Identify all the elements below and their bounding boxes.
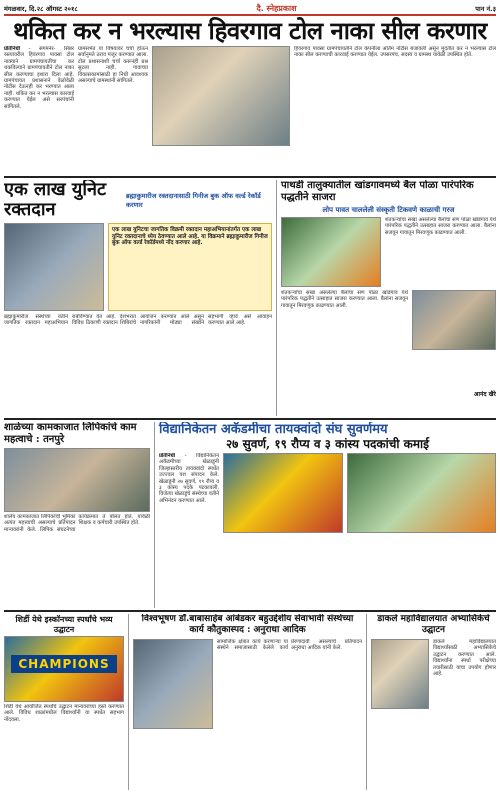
pathardi-text-cont: शेतकऱ्यांचा सखा असलेल्या बैलांचा सण पोळा खांडगाव येथे पारंपरिक पद्धतीने उत्साहात साजरा करण्यात आला. बैलांना सजवून गावातून मिरवणूक काढण्यात आली. <box>281 290 408 309</box>
unit-headline: एक लाख युनिट रक्तदान <box>4 180 107 220</box>
masthead <box>4 2 496 16</box>
shirdi-story <box>4 614 124 790</box>
issue-date: मंगळवार, दि.२८ ऑगस्ट २०१८ <box>4 4 78 13</box>
unit-photo <box>4 223 104 311</box>
school-text: शालेय कामकाजात लिपिकांची भूमिका अत्यंत महत्त्वाची असल्याचे प्रतिपादन मान्यवरांनी केले. लिपिक संघटनेच्या कार्यक्रमात ते बोलत होते. यावेळी शिक्षक व कर्मचारी उपस्थित होते. <box>4 514 150 533</box>
unit-kicker: ब्रह्माकुमारीज रक्तदानासाठी गिनीज बुक ऑफ वर्ल्ड रेकॉर्ड करणार <box>126 192 261 209</box>
pathardi-text: शेतकऱ्यांचा सखा असलेल्या बैलांचा सण पोळा खांडगाव येथे पारंपरिक पद्धतीने उत्साहात साजरा करण्यात आला. बैलांना सजवून गावातून मिरवणूक काढण्यात आली. <box>385 217 496 236</box>
dakale-photo <box>371 639 429 709</box>
lead-story <box>4 46 496 174</box>
lead-text-left: प्रतिनिधी - संगमनेर- सिन्नर रस्त्यावरील हिवरगाव पावसा टोल नाक्याने ग्रामपंचायतीचा कर थकविल्याने ग्रामपंचायतीने टोल नाका सील करण्याचा इशारा दिला आहे. ग्रामपंचायत प्रशासनाने वेळोवेळी नोटीस देऊनही कर भरण्यात आला नाही. थकित कर न भरल्यास कारवाई करण्यात येईल असे सरपंचांनी सांगितले. <box>4 46 74 110</box>
vidyaniketan-photo <box>223 453 343 533</box>
shirdi-text: शिर्डी येथे आयोजित स्पर्धांचे उद्घाटन मान्यवरांच्या हस्ते करण्यात आले. विविध शाळांमधील विद्यार्थ्यांनी या स्पर्धेत सहभाग नोंदवला. <box>4 704 124 723</box>
lead-photo <box>152 46 290 146</box>
pathardi-headline: पाथर्डी तालुक्यातील खांडगावमध्ये बैल पोळा पारंपरिक पद्धतीने साजरा <box>281 180 474 203</box>
shirdi-photo <box>4 636 124 702</box>
pathardi-story <box>276 180 496 416</box>
pathardi-photo <box>281 217 381 287</box>
dakale-text: डाकले महाविद्यालयात विद्यार्थ्यांसाठी अभ्यासिकेचे उद्घाटन करण्यात आले. विद्यार्थ्यांना स्पर्धा परीक्षेच्या तयारीसाठी याचा उपयोग होणार आहे. <box>433 639 496 678</box>
dakale-story <box>366 614 496 790</box>
vidyaniketan-subhead: २७ सुवर्ण, १९ रौप्य व ३ कांस्य पदकांची कमाई <box>225 437 430 451</box>
pathardi-byline: आनंद खैरे <box>473 391 496 398</box>
school-headline: शाळेच्या कामकाजात लिपिकांचे काम महत्वाचे : तनपुरे <box>4 422 137 445</box>
unit-story <box>4 180 272 416</box>
vidyaniketan-text: प्रतिनिधी - विद्यानिकेतन अकॅडमीच्या खेळाडूंनी जिल्हास्तरीय तायक्वांदो स्पर्धेत उज्ज्वल यश संपादन केले. खेळाडूंनी २७ सुवर्ण, १९ रौप्य व ३ कांस्य पदके पटकावली. विजेत्या खेळाडूंचे संस्थेच्या वतीने अभिनंदन करण्यात आले. <box>159 453 219 504</box>
unit-highlight: एक लाख युनिटचा जागतिक विक्रमी रक्तदान महाअभियानांतर्गत एक लाख युनिट रक्तदानाचे ध्येय ठेवण्यात आले आहे. या विक्रमाने ब्रह्माकुमारीज गिनीज बुक ऑफ वर्ल्ड रेकॉर्डमध्ये नोंद करणार आहे. <box>108 223 272 311</box>
vidyaniketan-photo-2 <box>347 453 496 533</box>
lead-text-mid: ग्रामसभेत या विषयावर चर्चा होऊन सर्वानुमते ठराव मंजूर करण्यात आला. टोल प्रशासनाशी चर्चा करूनही प्रश्न सुटला नाही. गावाच्या विकासकामांसाठी हा निधी आवश्यक असल्याचे ग्रामस्थांनी सांगितले. <box>78 46 148 85</box>
page-number: पान नं.३ <box>475 4 496 13</box>
pathardi-kicker: लोप पावत चाललेली संस्कृती टिकवणे काळाची गरज <box>322 206 455 214</box>
pathardi-photo-2 <box>412 290 496 350</box>
vidyaniketan-story <box>154 422 496 608</box>
lead-text-right: हिवरगाव पावसा ग्रामपंचायतीने टोल कंपनीला अंतिम नोटीस बजावली असून मुदतीत कर न भरल्यास टोल नाका सील करण्याची कारवाई करण्यात येईल. उपसरपंच, सदस्य व ग्रामस्थ यावेळी उपस्थित होते. <box>294 46 496 59</box>
school-story <box>4 422 150 608</box>
babasaheb-story <box>128 614 362 790</box>
babasaheb-text: सामाजिक क्षेत्रात कार्य करणाऱ्या या संस्थेने समाजासाठी केलेले कार्य प्रेरणादायी असल्याचे प्रतिपादन अनुराधा आदिक यांनी केले. <box>217 639 362 652</box>
lead-headline: थकित कर न भरल्यास हिवरगाव टोल नाका सील करणार <box>13 16 487 45</box>
dakale-headline: डाकले महाविद्यालयात अभ्यासिकेचे उद्घाटन <box>377 614 490 635</box>
vidyaniketan-headline: विद्यानिकेतन अकॅडमीचा तायक्वांदो संघ सुवर्णमय <box>159 422 388 437</box>
babasaheb-headline: विश्वभूषण डॉ.बाबासाहेब आंबेडकर बहुउद्देशीय सेवाभावी संस्थेच्या कार्य कौतुकास्पद : अनुराधा आदिक <box>141 614 354 635</box>
paper-name: दै. स्नेहप्रकाश <box>256 3 297 13</box>
unit-text: ब्रह्माकुमारीज संस्थेच्या वतीने जागतिक रक्तदान महाअभियान राबविण्यात येत आहे. देशभरात विविध ठिकाणी रक्तदान शिबिरांचे आयोजन करण्यात आले असून नागरिकांनी मोठ्या संख्येने सहभागी व्हावे असे आवाहन करण्यात आले आहे. <box>4 314 272 327</box>
babasaheb-photo <box>133 639 213 729</box>
shirdi-banner: CHAMPIONS <box>11 655 117 673</box>
school-photo <box>4 448 150 512</box>
shirdi-headline: शिर्डी येथे इस्कॉनच्या स्पर्धांचे भव्य उद्घाटन <box>15 614 113 634</box>
